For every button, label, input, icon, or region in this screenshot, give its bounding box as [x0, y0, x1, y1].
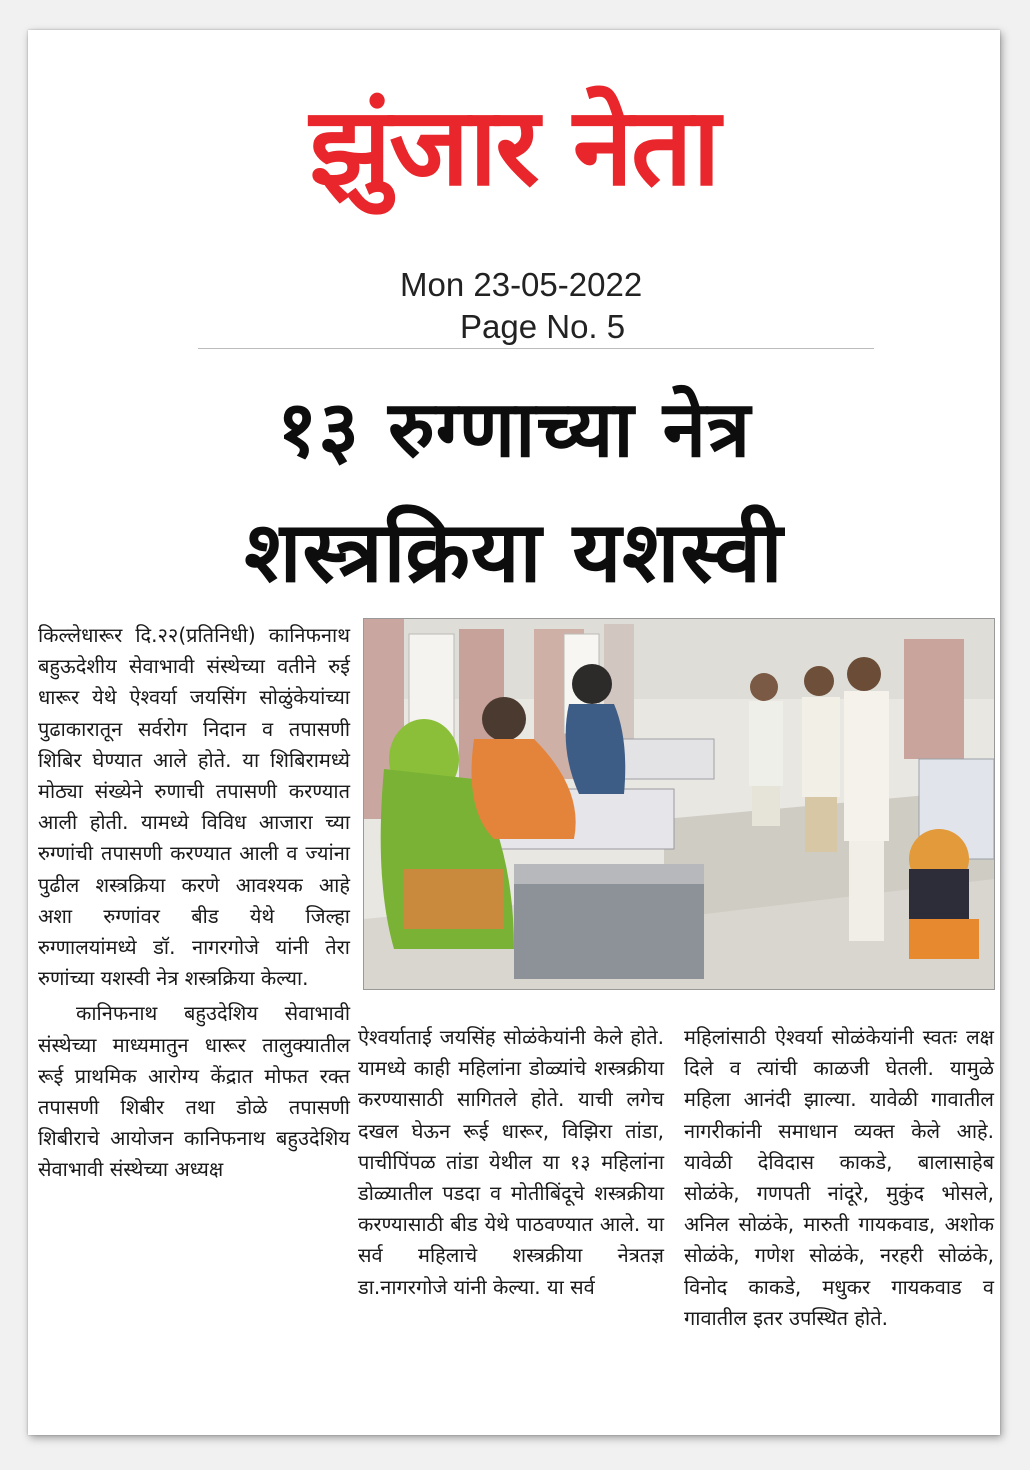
newspaper-clipping — [28, 30, 1000, 1435]
headline-line-1: १३ रुग्णाच्या नेत्र — [276, 385, 752, 475]
page-number: Page No. 5 — [460, 308, 626, 345]
article-paragraph: महिलांसाठी ऐश्वर्या सोळंकेयांनी स्वतः लक्ष दिले व त्यांची काळजी घेतली. यामुळे महिला आनंदी झाल्या. यावेळी गावातील नागरीकांनी समाधान व्यक्त केले आहे. यावेळी देविदास काकडे, बालासाहेब सोळंके, गणपती नांदूरे, मुकुंद भोसले, अनिल सोळंके, मारुती गायकवाड, अशोक सोळंके, गणेश सोळंके, नरहरी सोळंके, विनोद काकडे, मधुकर गायकवाड व गावातील इतर उपस्थित होते. — [684, 1025, 994, 1330]
divider — [198, 348, 874, 349]
article-paragraph: किल्लेधारूर दि.२२(प्रतिनिधी) कानिफनाथ बहुऊदेशीय सेवाभावी संस्थेच्या वतीने रुई धारूर येथे ऐश्वर्या जयसिंग सोळुंकेयांच्या पुढाकारातून सर्वरोग निदान व तपासणी शिबिर घेण्यात आले होते. या शिबिरामध्ये मोठ्या संख्येने रुणाची तपासणी करण्यात आली होती. यामध्ये विविध आजारा च्या रुग्णांची तपासणी करण्यात आली व ज्यांना पुढील शस्त्रक्रिया करणे आवश्यक आहे अशा रुग्णांवर बीड येथे जिल्हा रुग्णालयांमध्ये डॉ. नागरगोजे यांनी तेरा रुणांच्या यशस्वी नेत्र शस्त्रक्रिया केल्या. — [38, 623, 350, 991]
article-paragraph: ऐश्वर्याताई जयसिंह सोळंकेयांनी केले होते. यामध्ये काही महिलांना डोळ्यांचे शस्त्रक्रीया करण्यासाठी सागितले होते. याची लगेच दखल घेऊन रूई धारूर, विझिरा तांडा, पाचीपिंपळ तांडा येथील या १३ महिलांना डोळ्यातील पडदा व मोतीबिंदूचे शस्त्रक्रीया करण्यासाठी बीड येथे पाठवण्यात आले. या सर्व महिलाचे शस्त्रक्रीया नेत्रतज्ञ डा.नागरगोजे यांनी केल्या. या सर्व — [358, 1025, 664, 1299]
article-paragraph: कानिफनाथ बहुउदेशिय सेवाभावी संस्थेच्या माध्यमातुन धारूर तालुक्यातील रूई प्राथमिक आरोग्य केंद्रात मोफत रक्त तपासणी शिबीर तथा डोळे तपासणी शिबीराचे आयोजन कानिफनाथ बहुउदेशिय सेवाभावी संस्थेच्या अध्यक्ष — [38, 1001, 350, 1182]
issue-date: Mon 23-05-2022 — [400, 266, 643, 303]
article-column-2 — [358, 1022, 664, 1303]
headline-line-2: शस्त्रक्रिया यशस्वी — [244, 503, 784, 601]
article-column-3 — [684, 1022, 994, 1334]
ward-photo-illustration — [364, 619, 994, 989]
article-column-1 — [38, 620, 350, 1186]
hospital-ward-photo — [363, 618, 995, 990]
masthead-logo: झुंजार नेता — [309, 85, 719, 210]
